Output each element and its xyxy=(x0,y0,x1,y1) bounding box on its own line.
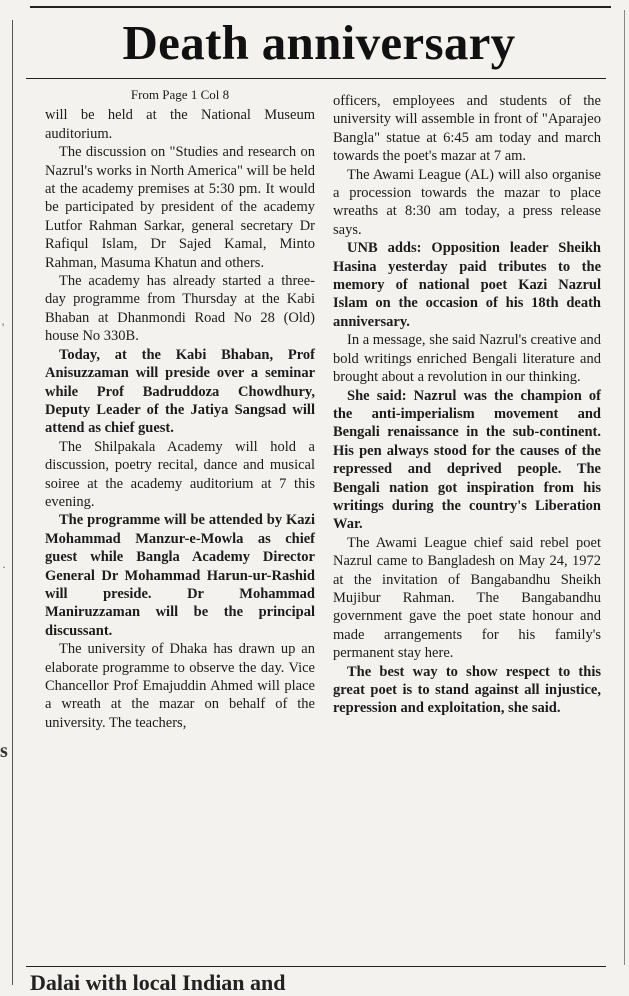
paragraph: The Awami League chief said rebel poet Nazrul came to Bangladesh on May 24, 1972 at the invitation of Bangabandhu Sheikh Mujibur Rahman. The Bangabandhu government gave the poet state honour and made arrangements for his family's permanent stay here. xyxy=(333,534,601,662)
article-column-right xyxy=(333,92,601,718)
adjacent-column-fragment: s xyxy=(0,740,8,762)
left-column-rule xyxy=(12,20,13,985)
adjacent-column-fragment: · xyxy=(2,560,6,574)
paragraph: The academy has already started a three-day programme from Thursday at the Kabi Bhaban at Dhanmondi Road No 28 (Old) house No 330B. xyxy=(45,273,315,345)
bottom-rule xyxy=(26,966,606,967)
paragraph: UNB adds: Opposition leader Sheikh Hasina yesterday paid tributes to the memory of national poet Kazi Nazrul Islam on the occasion of his 18th death anniversary. xyxy=(333,240,601,330)
paragraph: will be held at the National Museum auditorium. xyxy=(45,107,315,142)
next-headline-fragment: Dalai with local Indian and xyxy=(30,970,286,995)
paragraph: officers, employees and students of the university will assemble in front of "Aparajeo Bangla" statue at 6:45 am today and march towards the poet's mazar at 7 am. xyxy=(333,93,601,165)
headline-rule xyxy=(26,78,606,79)
paragraph: The university of Dhaka has drawn up an elaborate programme to observe the day. Vice Chancellor Prof Emajuddin Ahmed will place a wreath at the mazar on behalf of the university. The teachers, xyxy=(45,641,315,731)
right-column-rule xyxy=(624,10,625,965)
paragraph: The programme will be attended by Kazi Mohammad Manzur-e-Mowla as chief guest while Bangla Academy Director General Dr Mohammad Harun-ur-Rashid will preside. Dr Mohammad Maniruzzaman will be the principal discussant. xyxy=(45,512,315,639)
paragraph: The Awami League (AL) will also organise a procession towards the mazar to place wreaths at 8:30 am today, a press release says. xyxy=(333,166,601,238)
top-rule xyxy=(30,6,611,8)
headline: Death anniversary xyxy=(122,15,516,70)
adjacent-column-fragment: ' xyxy=(2,320,5,334)
continuation-line: From Page 1 Col 8 xyxy=(130,87,230,102)
paragraph: The Shilpakala Academy will hold a discussion, poetry recital, dance and musical soiree at the academy auditorium at 7 this evening. xyxy=(45,438,315,510)
paragraph: She said: Nazrul was the champion of the anti-imperialism movement and Bengali renaissance in the sub-continent. His pen always stood for the causes of the repressed and deprived people. The Bengali nation got inspiration from his writings during the country's Liberation War. xyxy=(333,387,601,533)
paragraph: In a message, she said Nazrul's creative and bold writings enriched Bengali literature and brought about a revolution in our thinking. xyxy=(333,332,601,386)
paragraph: Today, at the Kabi Bhaban, Prof Anisuzzaman will preside over a seminar while Prof Badruddoza Chowdhury, Deputy Leader of the Jatiya Sangsad will attend as chief guest. xyxy=(45,346,315,437)
paragraph: The discussion on "Studies and research on Nazrul's works in North America" will be held at the academy premises at 5:30 pm. It would be participated by president of the academy Lutfor Rahman Sarkar, general secretary Dr Rafiqul Islam, Dr Sajed Kamal, Minto Rahman, Masuma Khatun and others. xyxy=(45,144,315,271)
paragraph: The best way to show respect to this great poet is to stand against all injustice, repression and exploitation, she said. xyxy=(333,663,601,717)
article-column-left xyxy=(45,86,315,732)
